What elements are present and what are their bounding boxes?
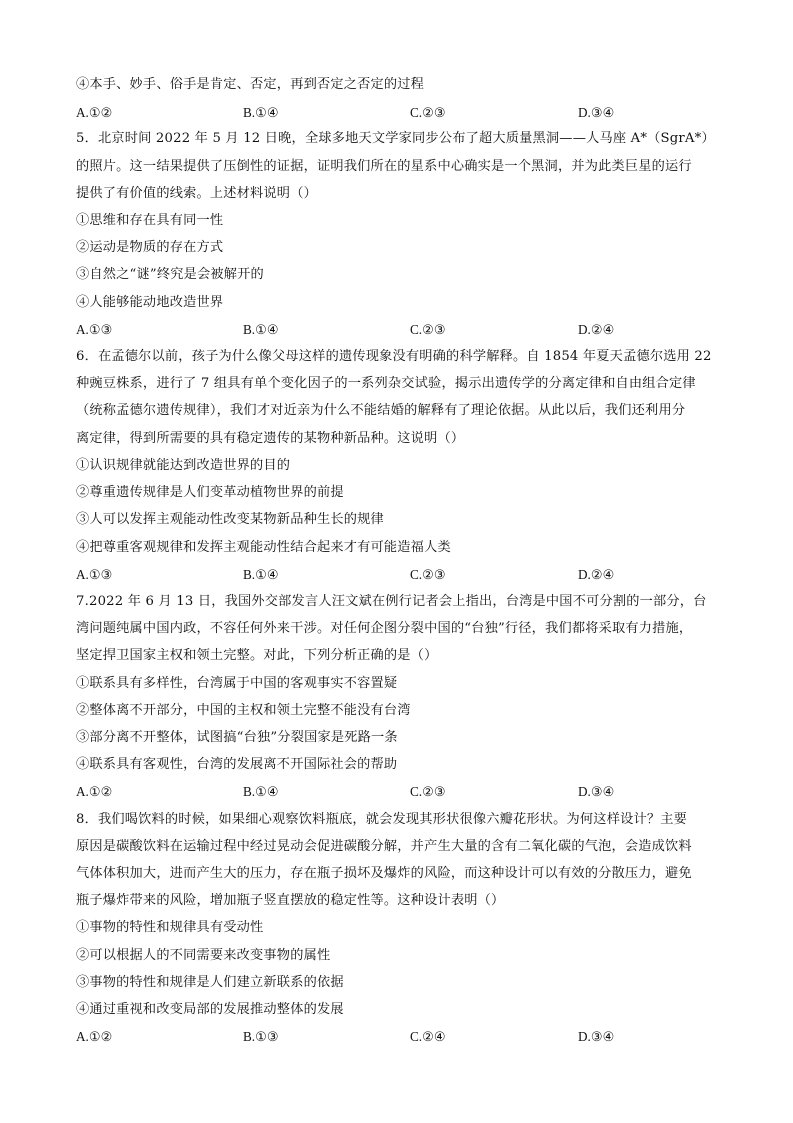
q5-stem-line-3: 提供了有价值的线索。上述材料说明（）	[76, 186, 317, 201]
q8-stem-line-4: 瓶子爆炸带来的风险，增加瓶子竖直摆放的稳定性等。这种设计表明（）	[76, 893, 505, 908]
q5-statement-1: ①思维和存在具有同一性	[76, 213, 224, 228]
q6-option-d: D.②④	[578, 567, 615, 582]
q8-statement-1: ①事物的特性和规律具有受动性	[76, 920, 264, 935]
q6-statement-4: ④把尊重客观规律和发挥主观能动性结合起来才有可能造福人类	[76, 540, 451, 555]
q8-statement-2: ②可以根据人的不同需要来改变事物的属性	[76, 948, 331, 963]
q5-statement-4: ④人能够能动地改造世界	[76, 295, 224, 310]
q7-statement-2: ②整体离不开部分，中国的主权和领土完整不能没有台湾	[76, 703, 411, 718]
q5-stem-line-1: 5．北京时间 2022 年 5 月 12 日晚，全球多地天文学家同步公布了超大质量黑洞——人马座 A*（SgrA*）	[76, 131, 715, 146]
q7-stem-line-2: 湾问题纯属中国内政，不容任何外来干涉。对任何企图分裂中国的“台独”行径，我们都将采取有力措施，	[76, 621, 693, 636]
q7-option-d: D.③④	[578, 784, 615, 799]
q6-stem-line-4: 离定律，得到所需要的具有稳定遗传的某物种新品种。这说明（）	[76, 431, 465, 446]
q7-statement-1: ①联系具有多样性，台湾属于中国的客观事实不容置疑	[76, 676, 398, 691]
q5-option-a: A.①③	[76, 322, 113, 337]
q5-statement-3: ③自然之“谜”终究是会被解开的	[76, 267, 264, 282]
q6-statement-3: ③人可以发挥主观能动性改变某物新品种生长的规律	[76, 512, 384, 527]
q7-statement-3: ③部分离不开整体，试图搞“台独”分裂国家是死路一条	[76, 730, 398, 745]
q6-option-c: C.②③	[410, 567, 446, 582]
q8-option-b: B.①③	[243, 1029, 279, 1044]
q4-option-c: C.②③	[410, 105, 446, 120]
q5-option-d: D.②④	[578, 322, 615, 337]
q4-option-b: B.①④	[243, 105, 279, 120]
q8-statement-3: ③事物的特性和规律是人们建立新联系的依据	[76, 975, 344, 990]
q8-option-a: A.①②	[76, 1029, 113, 1044]
q6-option-b: B.①④	[243, 567, 279, 582]
q6-statement-2: ②尊重遗传规律是人们变革动植物世界的前提	[76, 485, 344, 500]
q7-option-b: B.①④	[243, 784, 279, 799]
q4-option-a: A.①②	[76, 105, 113, 120]
q7-option-a: A.①②	[76, 784, 113, 799]
q6-stem-line-2: 种豌豆株系，进行了 7 组具有单个变化因子的一系列杂交试验，揭示出遗传学的分离定律和自由组合定律	[76, 376, 696, 391]
q5-option-c: C.②③	[410, 322, 446, 337]
q5-option-b: B.①④	[243, 322, 279, 337]
q7-stem-line-1: 7.2022 年 6 月 13 日，我国外交部发言人汪文斌在例行记者会上指出，台湾是中国不可分割的一部分，台	[76, 594, 707, 609]
q7-stem-line-3: 坚定捍卫国家主权和领土完整。对此，下列分析正确的是（）	[76, 648, 438, 663]
q7-statement-4: ④联系具有客观性，台湾的发展离不开国际社会的帮助	[76, 757, 398, 772]
q6-stem-line-3: （统称孟德尔遗传规律），我们才对近亲为什么不能结婚的解释有了理论依据。从此以后，我们还利用分	[76, 403, 686, 418]
q8-option-d: D.③④	[578, 1029, 615, 1044]
q8-stem-line-2: 原因是碳酸饮料在运输过程中经过晃动会促进碳酸分解，并产生大量的含有二氧化碳的气泡，会造成饮料	[76, 839, 692, 854]
q6-option-a: A.①③	[76, 567, 113, 582]
q4-option-d: D.③④	[578, 105, 615, 120]
q6-statement-1: ①认识规律就能达到改造世界的目的	[76, 458, 291, 473]
q5-statement-2: ②运动是物质的存在方式	[76, 240, 224, 255]
q8-statement-4: ④通过重视和改变局部的发展推动整体的发展	[76, 1002, 344, 1017]
q6-stem-line-1: 6．在孟德尔以前，孩子为什么像父母这样的遗传现象没有明确的科学解释。自 1854 年夏天孟德尔选用 22	[76, 349, 712, 364]
q5-stem-line-2: 的照片。这一结果提供了压倒性的证据，证明我们所在的星系中心确实是一个黑洞，并为此类巨星的运行	[76, 159, 692, 174]
q8-option-c: C.②④	[410, 1029, 446, 1044]
q7-option-c: C.②③	[410, 784, 446, 799]
q8-stem-line-3: 气体体积加大，进而产生大的压力，存在瓶子损坏及爆炸的风险，而这种设计可以有效的分散压力，避免	[76, 866, 692, 881]
q4-statement-4: ④本手、妙手、俗手是肯定、否定，再到否定之否定的过程	[76, 77, 425, 92]
q8-stem-line-1: 8．我们喝饮料的时候，如果细心观察饮料瓶底，就会发现其形状很像六瓣花形状。为何这样设计？主要	[76, 812, 688, 827]
